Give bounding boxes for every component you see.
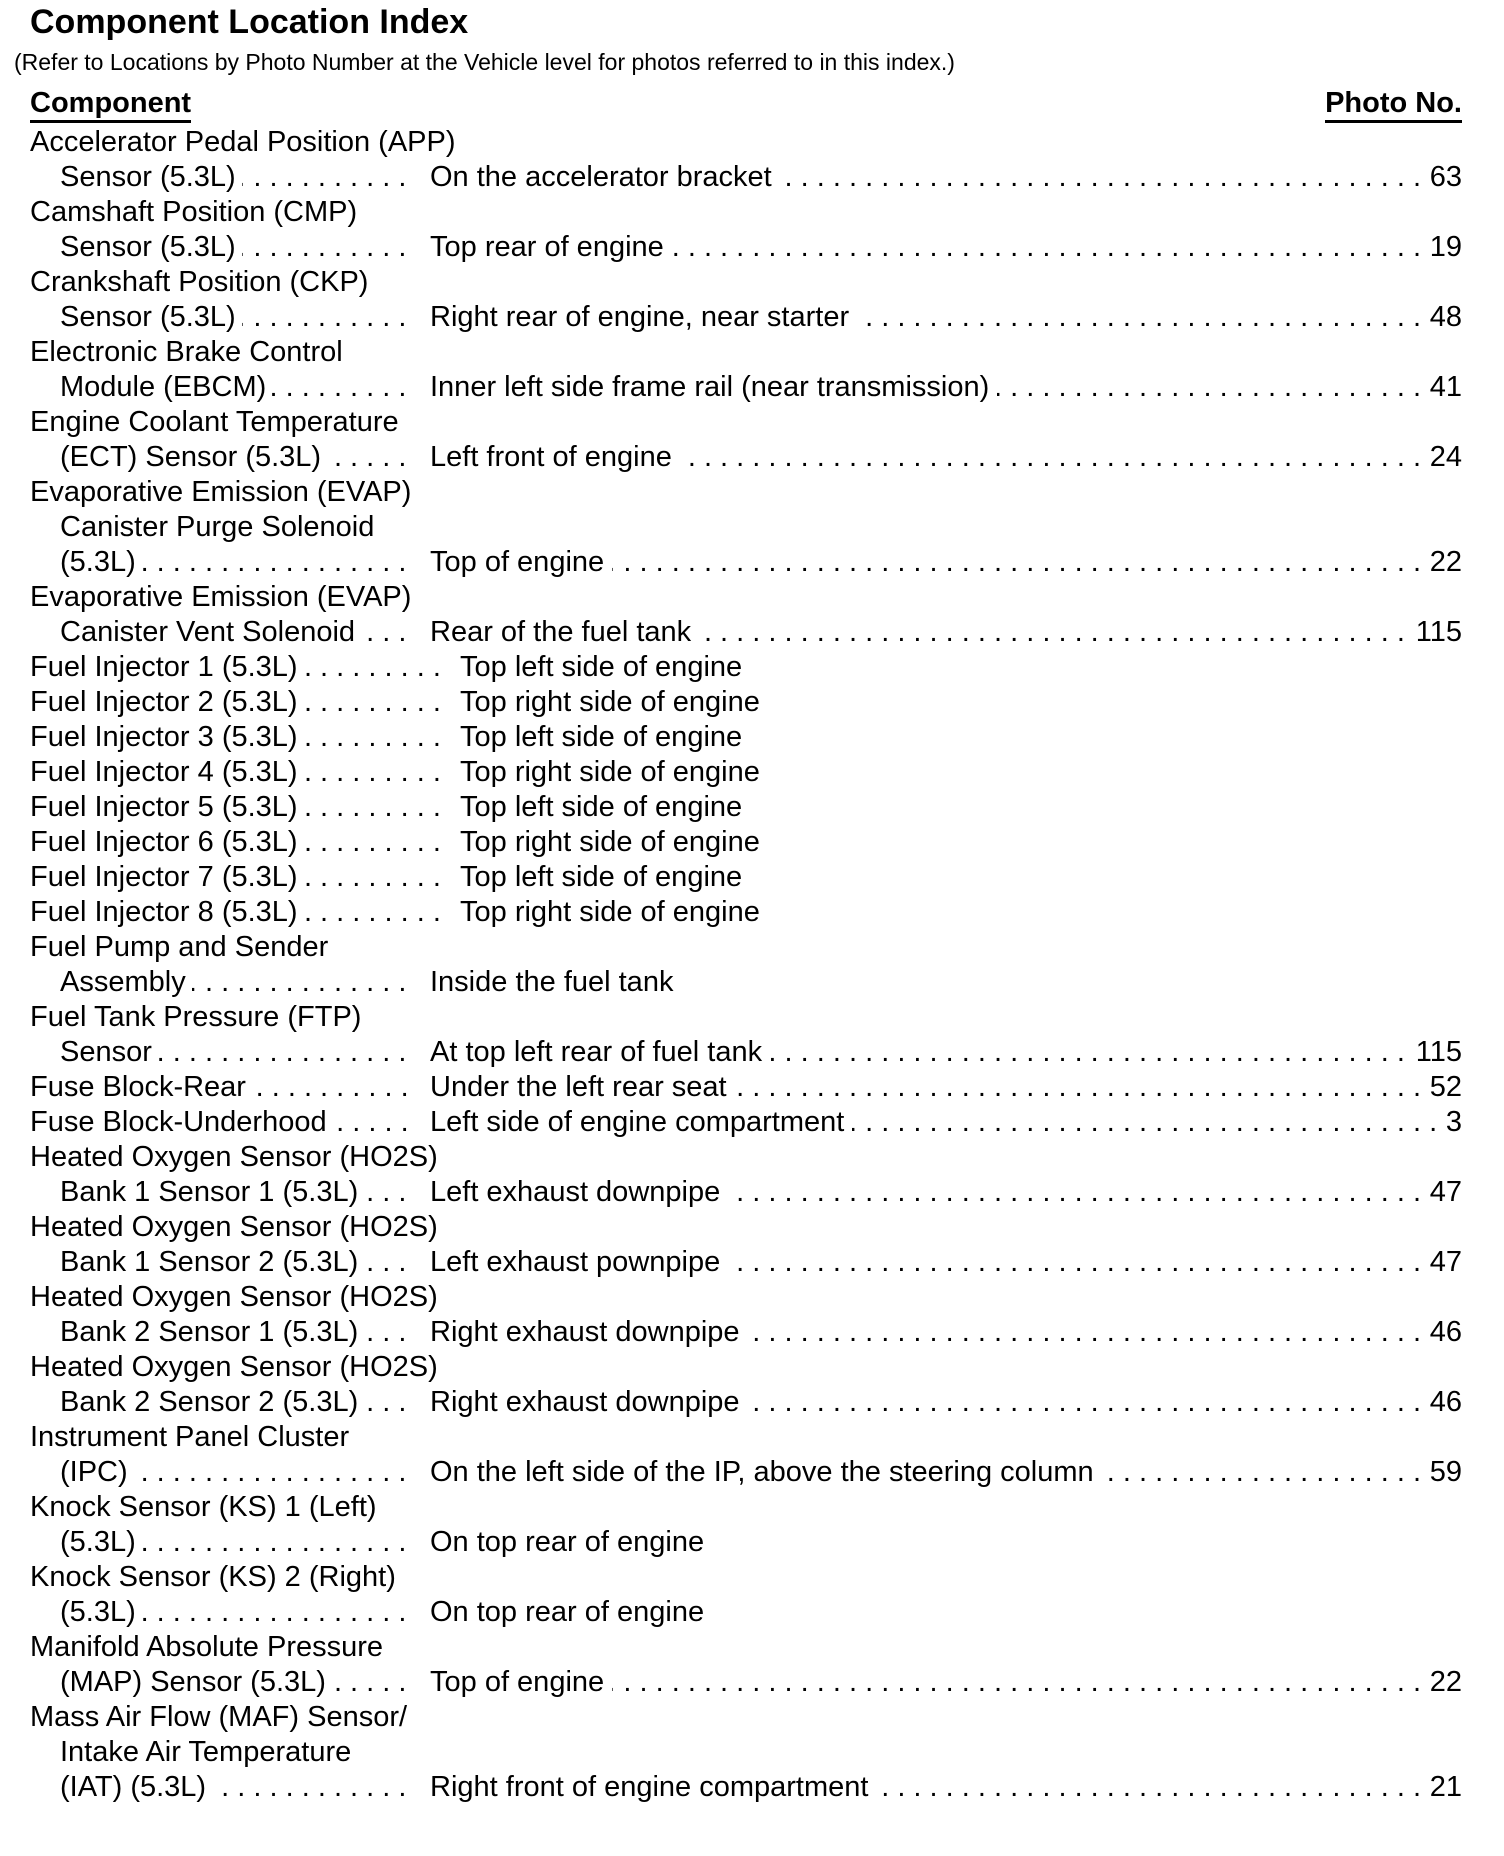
location-text: Right exhaust downpipe xyxy=(430,1386,748,1418)
photo-number: 24 xyxy=(1422,440,1462,475)
entry-row xyxy=(60,1525,1462,1560)
photo-number: 19 xyxy=(1422,230,1462,265)
component-name-line: Evaporative Emission (EVAP) xyxy=(30,476,412,508)
entry-row xyxy=(60,370,1462,405)
location-text: Top right side of engine xyxy=(460,826,768,858)
location-text: Top left side of engine xyxy=(460,791,750,823)
location-text: Left exhaust downpipe xyxy=(430,1176,728,1208)
location-text: On the left side of the IP, above the steering column xyxy=(430,1456,1102,1488)
location-text: Rear of the fuel tank xyxy=(430,616,699,648)
location-text: Right exhaust downpipe xyxy=(430,1316,748,1348)
component-name-line: Mass Air Flow (MAF) Sensor/ xyxy=(30,1701,408,1733)
entry-row xyxy=(60,615,1462,650)
component-name-line: Heated Oxygen Sensor (HO2S) xyxy=(30,1141,438,1173)
photo-number: 3 xyxy=(1438,1105,1462,1140)
component-name-line: Bank 1 Sensor 2 (5.3L) xyxy=(60,1246,364,1278)
component-name-line: Engine Coolant Temperature xyxy=(30,406,399,438)
entry-row xyxy=(30,1105,1462,1140)
entry-row xyxy=(30,1070,1462,1105)
component-name-line: Knock Sensor (KS) 1 (Left) xyxy=(30,1491,377,1523)
column-header-component: Component xyxy=(30,86,191,123)
entry-row xyxy=(60,160,1462,195)
component-name-line: Heated Oxygen Sensor (HO2S) xyxy=(30,1351,438,1383)
location-text: Right front of engine compartment xyxy=(430,1771,876,1803)
entry-row xyxy=(30,720,1462,755)
entry-row xyxy=(30,650,1462,685)
entry-row xyxy=(60,1035,1462,1070)
location-text: Under the left rear seat xyxy=(430,1071,735,1103)
component-name-line: Evaporative Emission (EVAP) xyxy=(30,581,412,613)
location-text: Left side of engine compartment xyxy=(430,1106,852,1138)
location-text: Left front of engine xyxy=(430,441,680,473)
entry-row xyxy=(30,755,1462,790)
photo-number: 115 xyxy=(1408,1035,1462,1070)
component-name-line: Bank 2 Sensor 1 (5.3L) xyxy=(60,1316,364,1348)
location-text: Top right side of engine xyxy=(460,686,768,718)
component-name-line: (5.3L) xyxy=(60,1596,142,1628)
component-name-line: Module (EBCM) xyxy=(60,371,272,403)
location-text: Top of engine xyxy=(430,1666,612,1698)
component-name-line: Fuel Injector 8 (5.3L) xyxy=(30,896,304,928)
location-text: At top left rear of fuel tank xyxy=(430,1036,770,1068)
location-text: On the accelerator bracket xyxy=(430,161,780,193)
entry-row xyxy=(60,1595,1462,1630)
entry-row xyxy=(60,1665,1462,1700)
photo-number: 46 xyxy=(1422,1315,1462,1350)
component-name-line: (IAT) (5.3L) xyxy=(60,1771,212,1803)
component-name-line: Accelerator Pedal Position (APP) xyxy=(30,126,456,158)
location-text: Inner left side frame rail (near transmission) xyxy=(430,371,997,403)
component-name-line: Fuel Injector 2 (5.3L) xyxy=(30,686,304,718)
location-text: Top rear of engine xyxy=(430,231,672,263)
photo-number: 47 xyxy=(1422,1245,1462,1280)
entry-row xyxy=(30,825,1462,860)
location-text: Right rear of engine, near starter xyxy=(430,301,857,333)
component-name-line: Bank 2 Sensor 2 (5.3L) xyxy=(60,1386,364,1418)
component-name-line: Manifold Absolute Pressure xyxy=(30,1631,384,1663)
component-name-line: Sensor (5.3L) xyxy=(60,231,242,263)
photo-number: 63 xyxy=(1422,160,1462,195)
component-name-line: Heated Oxygen Sensor (HO2S) xyxy=(30,1211,438,1243)
page-subtitle: (Refer to Locations by Photo Number at the Vehicle level for photos referred to in this index.) xyxy=(14,49,955,75)
entry-row xyxy=(60,965,1462,1000)
component-name-line: Knock Sensor (KS) 2 (Right) xyxy=(30,1561,396,1593)
photo-number: 22 xyxy=(1422,545,1462,580)
component-name-line: Electronic Brake Control xyxy=(30,336,343,368)
location-text: Top of engine xyxy=(430,546,612,578)
entry-row xyxy=(60,1455,1462,1490)
component-name-line: Bank 1 Sensor 1 (5.3L) xyxy=(60,1176,364,1208)
component-name-line: (ECT) Sensor (5.3L) xyxy=(60,441,327,473)
location-text: Top right side of engine xyxy=(460,756,768,788)
component-name-line: Canister Purge Solenoid xyxy=(60,511,375,543)
component-name-line: Camshaft Position (CMP) xyxy=(30,196,358,228)
entry-row xyxy=(60,1175,1462,1210)
component-name-line: Fuel Injector 7 (5.3L) xyxy=(30,861,304,893)
photo-number: 22 xyxy=(1422,1665,1462,1700)
component-name-line: Fuel Injector 5 (5.3L) xyxy=(30,791,304,823)
component-name-line: Fuel Injector 3 (5.3L) xyxy=(30,721,304,753)
photo-number: 115 xyxy=(1408,615,1462,650)
entry-row xyxy=(30,790,1462,825)
component-name-line: Assembly xyxy=(60,966,192,998)
component-name-line: (5.3L) xyxy=(60,1526,142,1558)
component-name-line: Fuse Block-Rear xyxy=(30,1071,252,1103)
component-name-line: Fuel Pump and Sender xyxy=(30,931,329,963)
component-name-line: Heated Oxygen Sensor (HO2S) xyxy=(30,1281,438,1313)
entry-row xyxy=(60,1385,1462,1420)
entry-row xyxy=(60,440,1462,475)
location-text: Top left side of engine xyxy=(460,651,750,683)
entry-row xyxy=(30,895,1462,930)
photo-number: 59 xyxy=(1422,1455,1462,1490)
location-text: Top left side of engine xyxy=(460,861,750,893)
entry-row xyxy=(60,1245,1462,1280)
entry-row xyxy=(60,545,1462,580)
component-name-line: Fuse Block-Underhood xyxy=(30,1106,333,1138)
component-name-line: Fuel Tank Pressure (FTP) xyxy=(30,1001,362,1033)
location-text: On top rear of engine xyxy=(430,1526,712,1558)
location-text: Top left side of engine xyxy=(460,721,750,753)
entry-row xyxy=(30,685,1462,720)
component-name-line: Fuel Injector 1 (5.3L) xyxy=(30,651,304,683)
location-text: Top right side of engine xyxy=(460,896,768,928)
entry-row xyxy=(60,300,1462,335)
location-text: Inside the fuel tank xyxy=(430,966,681,998)
column-header-photo: Photo No. xyxy=(1325,86,1462,123)
component-name-line: Sensor (5.3L) xyxy=(60,301,242,333)
component-name-line: (MAP) Sensor (5.3L) xyxy=(60,1666,332,1698)
photo-number: 41 xyxy=(1422,370,1462,405)
component-name-line: Crankshaft Position (CKP) xyxy=(30,266,369,298)
component-name-line: Fuel Injector 6 (5.3L) xyxy=(30,826,304,858)
component-name-line: Canister Vent Solenoid xyxy=(60,616,361,648)
component-name-line: Fuel Injector 4 (5.3L) xyxy=(30,756,304,788)
entry-row xyxy=(60,1770,1462,1805)
location-text: On top rear of engine xyxy=(430,1596,712,1628)
entry-row xyxy=(30,860,1462,895)
component-name-line: (IPC) xyxy=(60,1456,134,1488)
photo-number: 47 xyxy=(1422,1175,1462,1210)
photo-number: 46 xyxy=(1422,1385,1462,1420)
component-name-line: Sensor xyxy=(60,1036,158,1068)
component-name-line: (5.3L) xyxy=(60,546,142,578)
page-title: Component Location Index xyxy=(30,3,469,41)
entry-row xyxy=(60,1315,1462,1350)
component-name-line: Sensor (5.3L) xyxy=(60,161,242,193)
component-name-line: Instrument Panel Cluster xyxy=(30,1421,350,1453)
photo-number: 48 xyxy=(1422,300,1462,335)
photo-number: 52 xyxy=(1422,1070,1462,1105)
photo-number: 21 xyxy=(1422,1770,1462,1805)
entry-row xyxy=(60,230,1462,265)
location-text: Left exhaust pownpipe xyxy=(430,1246,728,1278)
component-name-line: Intake Air Temperature xyxy=(60,1736,352,1768)
